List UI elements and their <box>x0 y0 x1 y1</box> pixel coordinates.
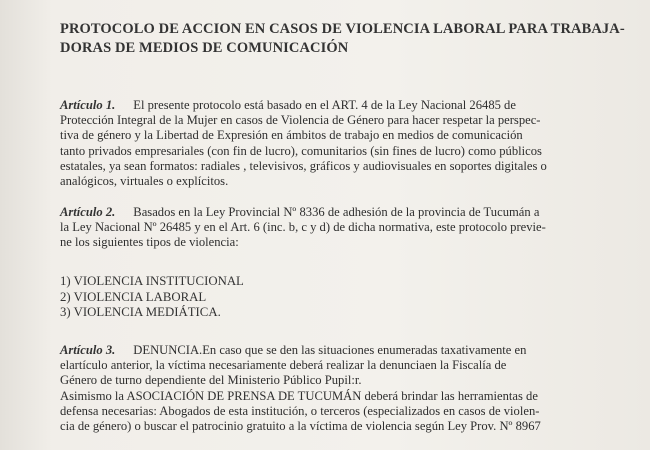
article-2-label: Artículo 2. <box>60 205 116 219</box>
article-2-line: Basados en la Ley Provincial Nº 8336 de adhesión de la provincia de Tucumán a <box>133 205 540 219</box>
article-1-line: Protección Integral de la Mujer en casos de Violencia de Género para hacer respetar la perspec- <box>60 113 541 128</box>
document-title <box>60 20 625 58</box>
article-3 <box>60 343 618 434</box>
article-1-label: Artículo 1. <box>60 98 116 112</box>
article-1-line: tanto privados empresariales (con fin de lucro), comunitarios (sin fines de lucro) como públicos <box>60 143 542 158</box>
list-item: 2) VIOLENCIA LABORAL <box>60 289 207 304</box>
article-2-line: ne los siguientes tipos de violencia: <box>60 235 239 250</box>
article-3-line: defensa necesarias: Abogados de esta institución, o terceros (especializados en casos de violen- <box>60 403 540 418</box>
article-1-line: analógicos, virtuales o explícitos. <box>60 174 229 189</box>
article-1-line: El presente protocolo está basado en el ART. 4 de la Ley Nacional 26485 de <box>133 98 516 112</box>
list-item: 1) VIOLENCIA INSTITUCIONAL <box>60 274 244 288</box>
title-line-2: DORAS DE MEDIOS DE COMUNICACIÓN <box>60 40 349 56</box>
violence-types-list <box>60 274 244 321</box>
article-3-line: Asimismo la ASOCIACIÓN DE PRENSA DE TUCUMÁN deberá brindar las herramientas de <box>60 388 538 403</box>
list-item: 3) VIOLENCIA MEDIÁTICA. <box>60 305 221 319</box>
article-1 <box>60 98 618 189</box>
article-1-line: estatales, ya sean formatos: radiales , televisivos, gráficos y audiovisuales en soportes digitales o <box>60 158 547 173</box>
title-line-1: PROTOCOLO DE ACCION EN CASOS DE VIOLENCIA LABORAL PARA TRABAJA- <box>60 21 625 37</box>
article-1-line: tiva de género y la Libertad de Expresión en ámbitos de trabajo en medios de comunicación <box>60 128 523 143</box>
article-2-line: la Ley Nacional Nº 26485 y en el Art. 6 (inc. b, c y d) de dicha normativa, este protocolo previe- <box>60 220 546 235</box>
article-3-line: Género de turno dependiente del Ministerio Público Pupil:r. <box>60 373 362 388</box>
article-3-label: Artículo 3. <box>60 343 116 357</box>
article-3-line: DENUNCIA.En caso que se den las situaciones enumeradas taxativamente en <box>133 343 527 357</box>
article-2 <box>60 205 618 251</box>
article-3-line: elartículo anterior, la víctima necesariamente deberá realizar la denunciaen la Fiscalía de <box>60 358 507 373</box>
article-3-line: cia de género) o buscar el patrocinio gratuito a la víctima de violencia según Ley Prov. Nº 8967 <box>60 419 541 434</box>
